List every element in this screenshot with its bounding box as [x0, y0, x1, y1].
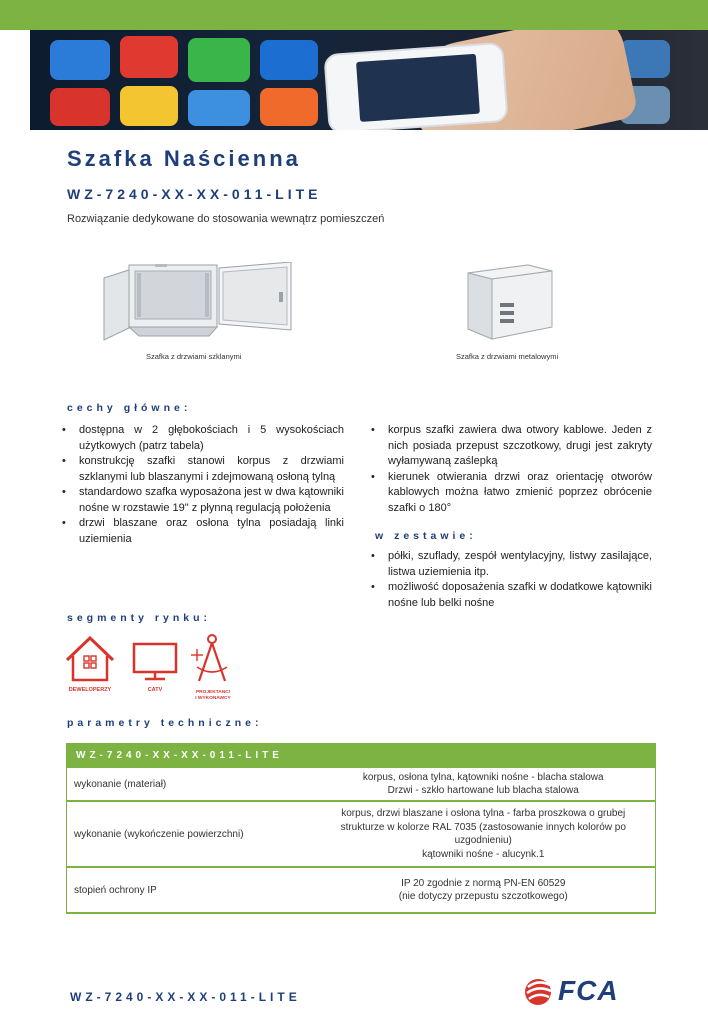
smartphone-image — [323, 42, 508, 130]
param-value-line: kątowniki nośne - alucynk.1 — [422, 848, 545, 860]
param-value-line: Drzwi - szkło hartowane lub blacha stalowa — [387, 785, 579, 796]
feature-item: • kierunek otwierania drzwi oraz orientację otworów kablowych można łatwo zmienić poprzez obrócenie szafki o 180° — [369, 470, 652, 517]
feature-item: • konstrukcję szafki stanowi korpus z drzwiami szklanymi lub blaszanymi i zdejmowaną osłoną tylną — [60, 454, 344, 485]
feature-item: • drzwi blaszane oraz osłona tylna posiadają linki uziemienia — [60, 516, 344, 547]
segment-label: DEWELOPERZY — [68, 687, 112, 693]
metal-door-cabinet-image — [466, 263, 554, 343]
feature-item: • standardowo szafka wyposażona jest w dwa kątowniki nośne w rozstawie 19" z płynną regulacją położenia — [60, 485, 344, 516]
table-row — [67, 867, 656, 913]
segment-label: I WYKONAWCY — [195, 696, 231, 701]
param-value-line: uzgodnieniu) — [454, 835, 512, 846]
param-label: wykonanie (materiał) — [67, 768, 312, 801]
product-code: WZ-7240-XX-XX-011-LITE — [67, 186, 322, 202]
param-value-line: strukturze w kolorze RAL 7035 (zastosowanie innych kolorów po — [340, 821, 626, 833]
compass-icon — [189, 631, 235, 703]
table-header: WZ-7240-XX-XX-011-LITE — [67, 743, 656, 768]
param-value — [312, 768, 656, 801]
house-icon — [64, 634, 116, 694]
feature-item: • korpus szafki zawiera dwa otwory kablowe. Jeden z nich posiada przepust szczotkowy, drugi jest zakryty wyłamywaną zaślepką — [369, 423, 652, 470]
param-label: stopień ochrony IP — [67, 867, 312, 913]
param-label: wykonanie (wykończenie powierzchni) — [67, 801, 312, 867]
params-table — [66, 743, 656, 914]
fca-logo-mark-icon — [522, 975, 554, 1007]
tv-tile — [188, 90, 250, 126]
tv-tile — [188, 38, 250, 82]
fca-logo-text: FCA — [558, 975, 619, 1006]
features-left-list — [60, 423, 344, 547]
param-value-line: (nie dotyczy przepustu szczotkowego) — [398, 891, 568, 902]
footer-product-code: WZ-7240-XX-XX-011-LITE — [70, 990, 301, 1004]
tv-tile — [120, 86, 178, 126]
features-heading: cechy główne: — [67, 402, 192, 414]
feature-item: • dostępna w 2 głębokościach i 5 wysokościach użytkowych (patrz tabela) — [60, 423, 344, 454]
product-caption-metal: Szafka z drzwiami metalowymi — [456, 352, 559, 361]
tv-tile — [50, 88, 110, 126]
page-title: Szafka Naścienna — [67, 146, 301, 171]
tv-tile — [260, 88, 318, 126]
param-value — [312, 801, 656, 867]
kit-item: • półki, szuflady, zespół wentylacyjny, listwy zasilające, listwa uziemienia itp. — [369, 549, 652, 580]
table-header-row — [67, 743, 656, 768]
segments-heading: segmenty rynku: — [67, 612, 212, 624]
product-caption-glass: Szafka z drzwiami szklanymi — [146, 352, 242, 361]
params-heading: parametry techniczne: — [67, 717, 263, 729]
fca-logo — [522, 975, 642, 1007]
tv-tile — [260, 40, 318, 80]
param-value-line: korpus, drzwi blaszane i osłona tylna - farba proszkowa o grubej — [341, 808, 626, 819]
tv-tile — [50, 40, 110, 80]
product-subtitle: Rozwiązanie dedykowane do stosowania wewnątrz pomieszczeń — [67, 213, 385, 225]
segment-label: CATV — [147, 687, 163, 693]
tv-tile — [120, 36, 178, 78]
param-value-line: korpus, osłona tylna, kątowniki nośne - blacha stalowa — [362, 771, 604, 783]
segment-label: PROJEKTANCI — [195, 690, 231, 695]
kit-heading: w zestawie: — [375, 530, 477, 542]
tv-icon — [131, 642, 179, 694]
glass-door-cabinet-image — [103, 262, 293, 344]
param-value-line: IP 20 zgodnie z normą PN-EN 60529 — [401, 877, 566, 889]
kit-list — [369, 549, 652, 611]
features-right-list — [369, 423, 652, 516]
kit-item: • możliwość doposażenia szafki w dodatkowe kątowniki nośne lub belki nośne — [369, 580, 652, 611]
table-row — [67, 801, 656, 867]
param-value — [312, 867, 656, 913]
hero-image — [30, 30, 708, 130]
table-row — [67, 768, 656, 801]
phone-screen — [356, 54, 480, 122]
top-accent-bar — [0, 0, 708, 30]
